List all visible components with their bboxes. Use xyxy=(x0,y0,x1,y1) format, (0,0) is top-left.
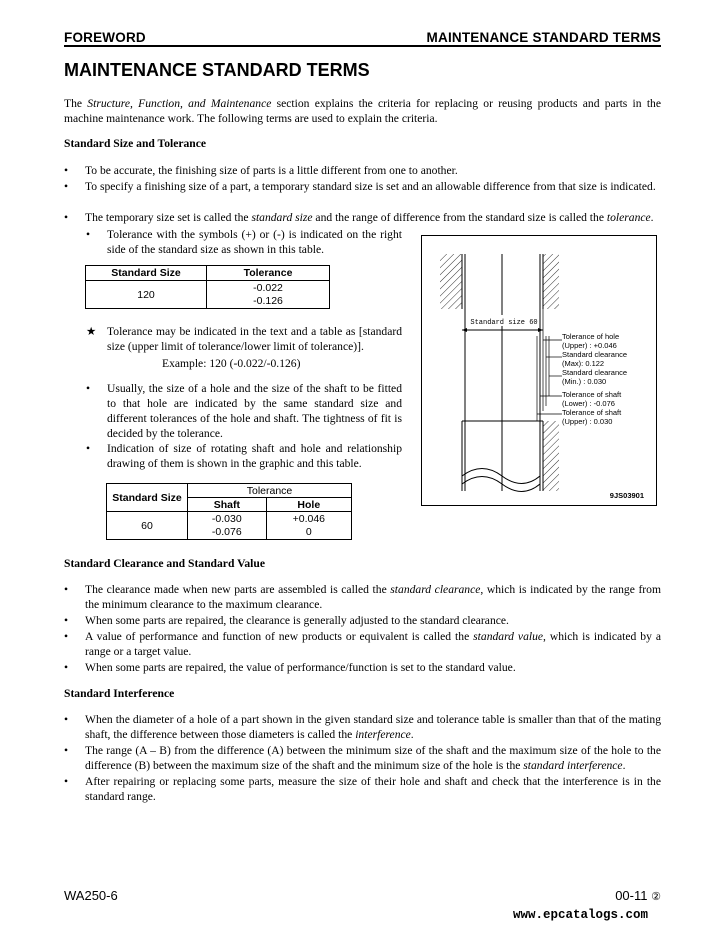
watermark: www.epcatalogs.com xyxy=(513,908,649,922)
page-title: MAINTENANCE STANDARD TERMS xyxy=(64,60,370,80)
hole-wall-right xyxy=(543,254,559,309)
sub-list-item: • Usually, the size of a hole and the size of the shaft to be fitted to that hole are indicated by the same standard size and different tolerances of the hole and shaft. The tightness of fit is decided by the tolerance. xyxy=(86,382,402,440)
fig-label: Tolerance of shaft xyxy=(562,390,622,399)
list-item: • To specify a finishing size of a part, a temporary standard size is set and an allowable difference from that size is indicated. xyxy=(64,180,656,193)
fit-diagram xyxy=(422,236,656,505)
fig-label: Tolerance of shaft xyxy=(562,408,622,417)
star-icon: ★ xyxy=(86,325,97,338)
example-text: Example: 120 (-0.022/-0.126) xyxy=(162,357,301,370)
section-heading-interference: Standard Interference xyxy=(64,687,175,700)
revision-mark: ② xyxy=(651,891,661,903)
tolerance-table xyxy=(85,265,330,309)
fig-label: (Upper) : +0.046 xyxy=(562,341,617,350)
fig-label: Tolerance of hole xyxy=(562,332,620,341)
hole-wall-left xyxy=(440,254,462,309)
fig-label: (Lower) : -0.076 xyxy=(562,399,615,408)
note-item: ★ Tolerance may be indicated in the text and a table as [standard size (upper limit of tolerance/lower limit of tolerance)]. xyxy=(86,325,402,353)
table-header: Hole xyxy=(266,498,351,512)
section-heading-size-tolerance: Standard Size and Tolerance xyxy=(64,137,207,150)
table-header: Standard Size xyxy=(107,484,188,512)
table-header: Tolerance xyxy=(207,266,330,281)
fig-label: (Upper) : 0.030 xyxy=(562,417,613,426)
fig-label: Standard clearance xyxy=(562,350,628,359)
table-cell: -0.022 -0.126 xyxy=(207,281,330,309)
table-header: Standard Size xyxy=(86,266,207,281)
list-item: • The range (A – B) from the difference (A) between the minimum size of the shaft and the maximum size of the hole to the difference (B) between the maximum size of the shaft and the minimum size of the hole is the standard interference. xyxy=(64,744,661,772)
list-item: • The temporary size set is called the standard size and the range of difference from the standard size is called the tolerance. xyxy=(64,211,654,224)
table-cell: -0.030 -0.076 xyxy=(188,512,267,540)
list-item: • The clearance made when new parts are assembled is called the standard clearance, which is indicated by the range from the minimum clearance to the maximum clearance. xyxy=(64,583,661,611)
header-section: FOREWORD xyxy=(64,30,146,45)
sub-list-item: • Indication of size of rotating shaft and hole and relationship drawing of them is shown in the graphic and this table. xyxy=(86,442,402,470)
table-cell: 120 xyxy=(86,281,207,309)
list-item: • When the diameter of a hole of a part shown in the given standard size and tolerance table is smaller than that of the mating shaft, the difference between those diameters is called the interference. xyxy=(64,713,661,741)
header-topic: MAINTENANCE STANDARD TERMS xyxy=(426,30,661,45)
fig-label: (Max): 0.122 xyxy=(562,359,605,368)
table-header: Shaft xyxy=(188,498,267,512)
fig-label: Standard clearance xyxy=(562,368,628,377)
figure-code: 9JS03901 xyxy=(609,491,644,500)
shaft-hole-figure xyxy=(421,235,657,506)
fig-label: (Min.) : 0.030 xyxy=(562,377,607,386)
page-header xyxy=(64,30,661,47)
fit-table xyxy=(106,483,352,540)
std-size-label: Standard size 60 xyxy=(470,319,538,327)
list-item: • To be accurate, the finishing size of parts is a little different from one to another. xyxy=(64,164,458,177)
section-heading-clearance: Standard Clearance and Standard Value xyxy=(64,557,265,570)
table-cell: 60 xyxy=(107,512,188,540)
footer-model: WA250-6 xyxy=(64,888,118,903)
list-item: • A value of performance and function of new products or equivalent is called the standard value, which is indicated by a range or a target value. xyxy=(64,630,661,658)
list-item: • After repairing or replacing some parts, measure the size of their hole and shaft and check that the interference is in the standard range. xyxy=(64,775,661,803)
list-item: • When some parts are repaired, the value of performance/function is set to the standard value. xyxy=(64,661,516,674)
hole-wall-lower xyxy=(543,421,559,491)
table-cell: +0.046 0 xyxy=(266,512,351,540)
intro-paragraph: The Structure, Function, and Maintenance section explains the criteria for replacing or reusing products and parts in the machine maintenance work. The following terms are used to explain the criteria. xyxy=(64,97,661,125)
sub-list-item: • Tolerance with the symbols (+) or (-) is indicated on the right side of the standard size as shown in this table. xyxy=(86,228,402,256)
footer-page: 00-11 ② xyxy=(615,888,661,903)
table-header: Tolerance xyxy=(188,484,352,498)
list-item: • When some parts are repaired, the clearance is generally adjusted to the standard clearance. xyxy=(64,614,509,627)
